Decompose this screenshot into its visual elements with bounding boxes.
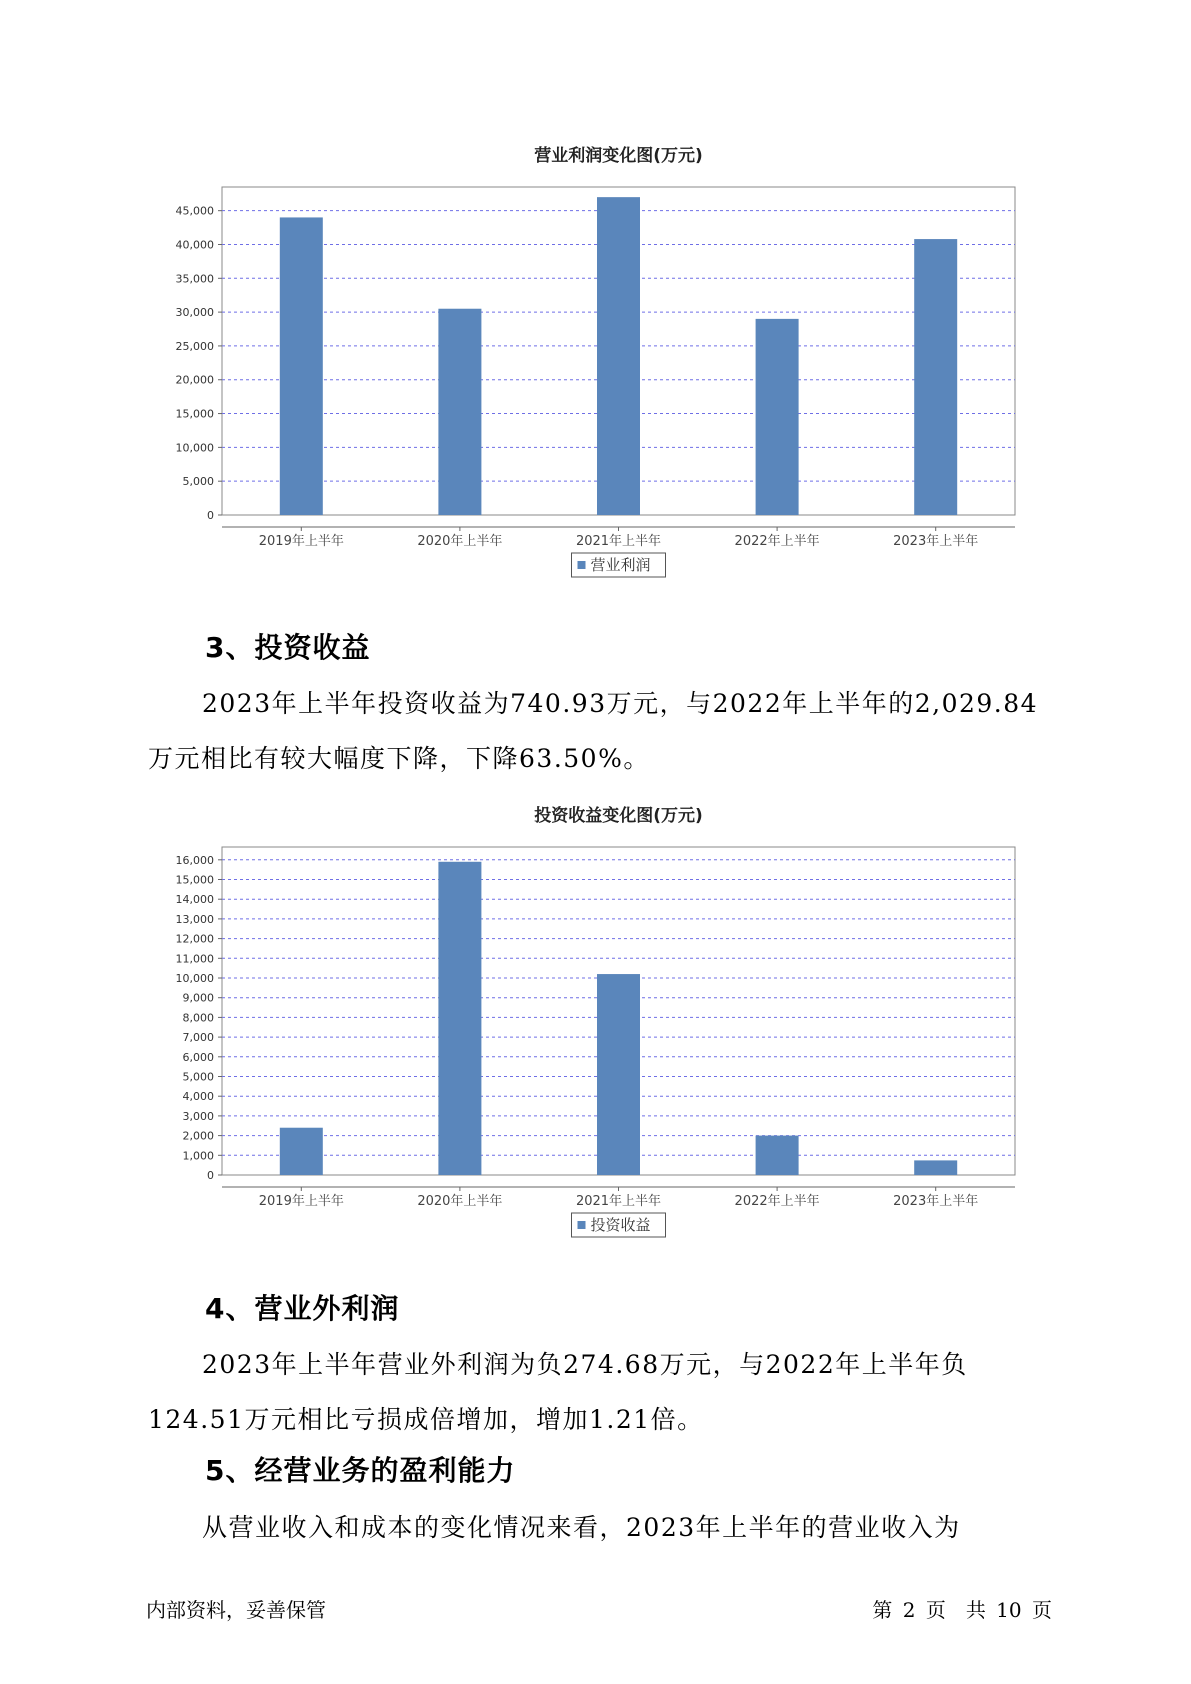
chart-title: 投资收益变化图(万元) — [534, 806, 703, 826]
bar — [914, 239, 957, 515]
y-tick-label: 0 — [207, 1169, 214, 1182]
y-tick-label: 15,000 — [175, 873, 214, 887]
y-tick-label: 5,000 — [182, 1070, 214, 1084]
investment-income-chart — [0, 795, 1191, 1255]
section-heading-profitability: 5、经营业务的盈利能力 — [205, 1454, 516, 1487]
y-tick-label: 4,000 — [182, 1090, 214, 1104]
operating-profit-chart-svg — [0, 135, 1191, 595]
bar — [914, 1160, 957, 1175]
x-tick-label: 2023年上半年 — [893, 534, 979, 549]
legend-swatch — [578, 1221, 586, 1229]
x-tick-label: 2021年上半年 — [575, 1194, 662, 1209]
footer-page-number: 第 2 页 共 10 页 — [872, 1598, 1052, 1622]
section-heading-investment-income: 3、投资收益 — [205, 631, 371, 664]
legend-label: 营业利润 — [590, 556, 651, 574]
y-tick-label: 9,000 — [182, 991, 214, 1005]
investment-income-chart-svg — [0, 795, 1191, 1255]
y-tick-label: 0 — [207, 509, 214, 522]
y-tick-label: 13,000 — [175, 912, 214, 926]
paragraph-investment-income: 2023年上半年投资收益为740.93万元，与2022年上半年的2,029.84万元相比有较大幅度下降，下降63.50%。 — [148, 689, 1039, 773]
y-tick-label: 15,000 — [175, 407, 214, 421]
bar — [597, 197, 640, 515]
y-tick-label: 30,000 — [175, 306, 214, 320]
y-tick-label: 3,000 — [182, 1109, 214, 1123]
bar — [280, 217, 323, 515]
y-tick-label: 6,000 — [182, 1050, 214, 1064]
bar — [756, 1136, 799, 1175]
x-tick-label: 2023年上半年 — [893, 1194, 979, 1209]
x-tick-label: 2021年上半年 — [575, 534, 662, 549]
x-tick-label: 2022年上半年 — [734, 1194, 820, 1209]
x-tick-label: 2020年上半年 — [417, 1194, 503, 1209]
y-tick-label: 14,000 — [175, 893, 214, 907]
y-tick-label: 2,000 — [182, 1129, 214, 1143]
y-tick-label: 12,000 — [175, 932, 214, 946]
y-tick-label: 20,000 — [175, 373, 214, 387]
chart-title: 营业利润变化图(万元) — [534, 146, 703, 166]
y-tick-label: 7,000 — [182, 1031, 214, 1045]
y-tick-label: 11,000 — [175, 952, 214, 966]
operating-profit-chart — [0, 135, 1191, 595]
x-tick-label: 2020年上半年 — [417, 534, 503, 549]
paragraph-profitability: 从营业收入和成本的变化情况来看，2023年上半年的营业收入为 — [202, 1513, 961, 1542]
y-tick-label: 25,000 — [175, 339, 214, 353]
chart-legend — [572, 553, 666, 577]
y-tick-label: 35,000 — [175, 272, 214, 286]
section-heading-non-operating-profit: 4、营业外利润 — [205, 1292, 400, 1325]
x-tick-label: 2019年上半年 — [258, 534, 344, 549]
y-tick-label: 45,000 — [175, 204, 214, 218]
x-tick-label: 2022年上半年 — [734, 534, 820, 549]
paragraph-non-operating-profit: 2023年上半年营业外利润为负274.68万元，与2022年上半年负124.51万元相比亏损成倍增加，增加1.21倍。 — [148, 1350, 968, 1434]
chart-legend — [572, 1213, 666, 1237]
y-tick-label: 10,000 — [175, 441, 214, 455]
footer-confidential-note: 内部资料，妥善保管 — [146, 1598, 326, 1622]
legend-swatch — [578, 561, 586, 569]
y-tick-label: 16,000 — [175, 853, 214, 867]
y-tick-label: 40,000 — [175, 238, 214, 252]
y-tick-label: 8,000 — [182, 1011, 214, 1025]
bar — [597, 974, 640, 1175]
x-tick-label: 2019年上半年 — [258, 1194, 344, 1209]
y-tick-label: 1,000 — [182, 1149, 214, 1163]
bar — [438, 309, 481, 515]
bar — [280, 1128, 323, 1175]
bar — [756, 319, 799, 515]
legend-label: 投资收益 — [590, 1216, 651, 1234]
bar — [438, 862, 481, 1175]
y-tick-label: 5,000 — [182, 475, 214, 489]
y-tick-label: 10,000 — [175, 972, 214, 986]
